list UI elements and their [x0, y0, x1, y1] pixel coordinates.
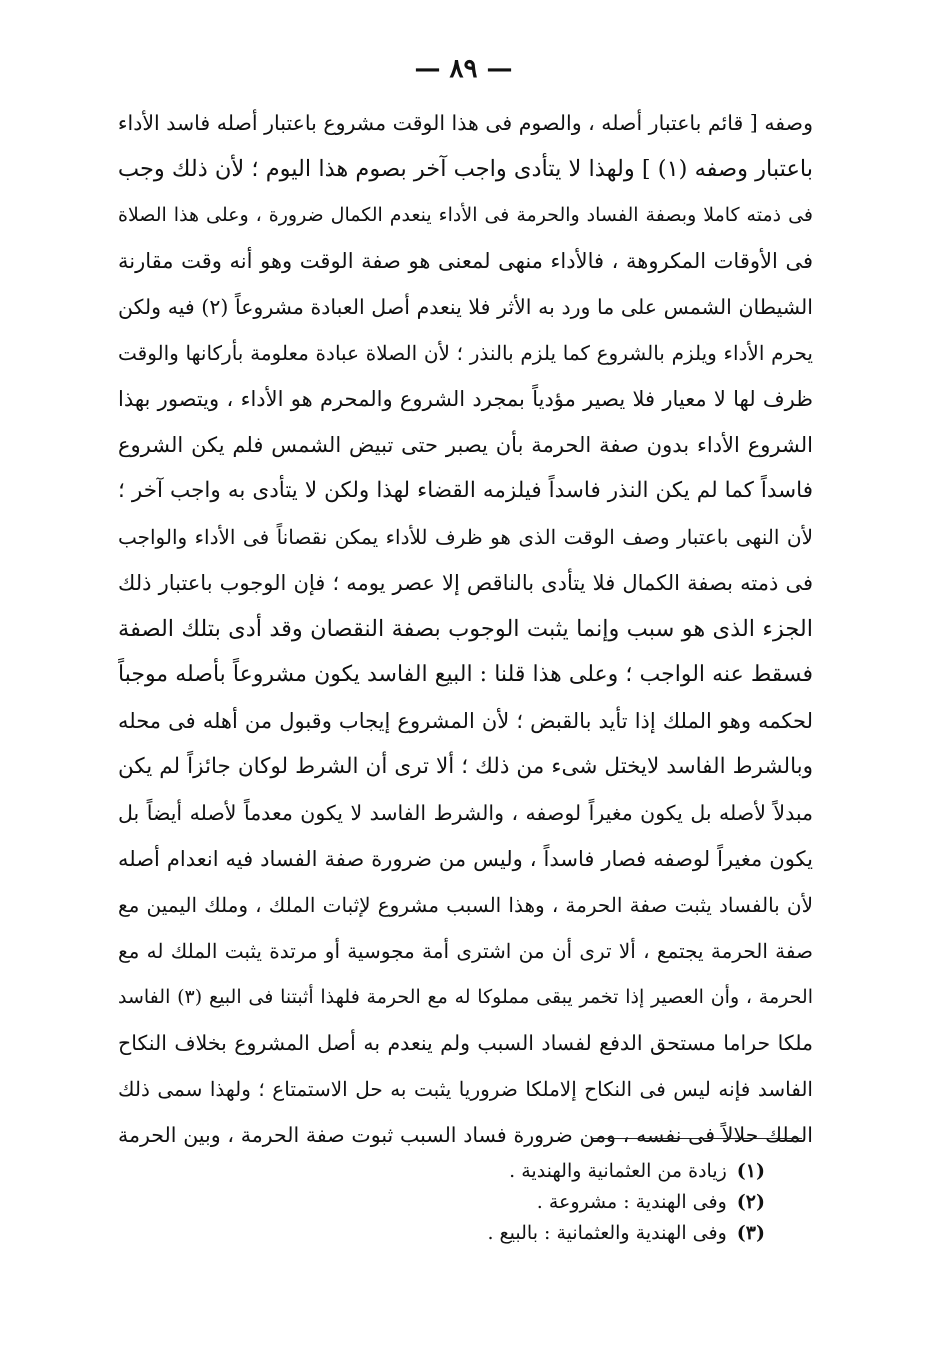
text-line: الشروع الأداء بدون صفة الحرمة بأن يصبر حتى تبيض الشمس فلم يكن الشروع: [118, 433, 813, 457]
text-line: الشيطان الشمس على ما ورد به الأثر فلا ينعدم أصل العبادة مشروعاً (٢) فيه ولكن: [118, 295, 813, 319]
page-number: — ٨٩ —: [414, 54, 513, 84]
footnote: [300, 1187, 765, 1218]
footnote: [300, 1218, 765, 1249]
text-line: وصفه [ قائم باعتبار أصله ، والصوم فى هذا الوقت مشروع باعتبار أصله فاسد الأداء: [118, 111, 813, 135]
footnote-number: (٣): [736, 1222, 765, 1244]
text-line: لأن بالفساد يثبت صفة الحرمة ، وهذا السبب مشروع لإثبات الملك ، وملك اليمين مع: [118, 893, 813, 917]
footnote-divider: [592, 1138, 802, 1139]
text-line: الفاسد فإنه ليس فى النكاح إلاملكا ضروريا يثبت به حل الاستمتاع ؛ ولهذا سمى ذلك: [118, 1077, 813, 1101]
text-line: ملكا حراما مستحق الدفع لفساد السبب ولم ينعدم به أصل المشروع بخلاف النكاح: [118, 1031, 813, 1055]
text-line: لحكمه وهو الملك إذا تأيد بالقبض ؛ لأن المشروع إيجاب وقبول من أهله فى محله: [118, 709, 813, 733]
text-line: الجزء الذى هو سبب وإنما يثبت الوجوب بصفة النقصان وقد أدى بتلك الصفة: [118, 616, 813, 642]
text-line: لأن النهى باعتبار وصف الوقت الذى هو ظرف للأداء يمكن نقصاناً فى الأداء والواجب: [118, 525, 813, 549]
text-line: الحرمة ، وأن العصير إذا تخمر يبقى مملوكا له مع الحرمة فلهذا أثبتنا فى البيع (٣) الفاسد: [118, 986, 813, 1008]
text-line: الملك حلالاً فى نفسه ، ومن ضرورة فساد السبب ثبوت صفة الحرمة ، وبين الحرمة: [118, 1123, 813, 1147]
footnote-text: زيادة من العثمانية والهندية .: [509, 1160, 727, 1182]
text-line: يكون مغيراً لوصفه فصار فاسداً ، وليس من ضرورة صفة الفساد فيه انعدام أصله: [118, 847, 813, 871]
text-line: باعتبار وصفه (١) ] ولهذا لا يتأدى واجب آخر بصوم هذا اليوم ؛ لأن ذلك وجب: [118, 156, 813, 182]
footnotes-block: [300, 1156, 765, 1249]
footnote-text: وفى الهندية والعثمانية : بالبيع .: [487, 1222, 727, 1244]
footnote-number: (٢): [736, 1191, 765, 1213]
text-line: فاسداً كما لم يكن النذر فاسداً فيلزمه القضاء لهذا ولكن لا يتأدى به واجب آخر ؛: [118, 478, 813, 503]
text-line: فى ذمته كاملا وبصفة الفساد والحرمة فى الأداء ينعدم الكمال ضرورة ، وعلى هذا الصلاة: [118, 204, 813, 226]
footnote: [300, 1156, 765, 1187]
text-line: ظرف لها لا معيار فلا يصير مؤدياً بمجرد الشروع والمحرم هو الأداء ، ويتصور بهذا: [118, 387, 813, 411]
footnote-text: وفى الهندية : مشروعة .: [536, 1191, 727, 1213]
text-line: صفة الحرمة يجتمع ، ألا ترى أن من اشترى أمة مجوسية أو مرتدة يثبت الملك له مع: [118, 939, 813, 963]
text-line: يحرم الأداء ويلزم بالشروع كما يلزم بالنذر ؛ لأن الصلاة عبادة معلومة بأركانها والوقت: [118, 341, 813, 365]
footnote-number: (١): [736, 1160, 765, 1182]
text-line: فى الأوقات المكروهة ، فالأداء منهى لمعنى هو صفة الوقت وهو أنه وقت مقارنة: [118, 249, 813, 273]
text-line: فسقط عنه الواجب ؛ وعلى هذا قلنا : البيع الفاسد يكون مشروعاً بأصله موجباً: [118, 662, 813, 687]
main-text-block: [118, 100, 813, 1158]
text-line: فى ذمته بصفة الكمال فلا يتأدى بالناقص إلا عصر يومه ؛ فإن الوجوب باعتبار ذلك: [118, 571, 813, 595]
text-line: مبدلاً لأصله بل يكون مغيراً لوصفه ، والشرط الفاسد لا يكون معدماً لأصله أيضاً بل: [118, 801, 813, 825]
text-line: وبالشرط الفاسد لايختل شىء من ذلك ؛ ألا ترى أن الشرط لوكان جائزاً لم يكن: [118, 754, 813, 779]
